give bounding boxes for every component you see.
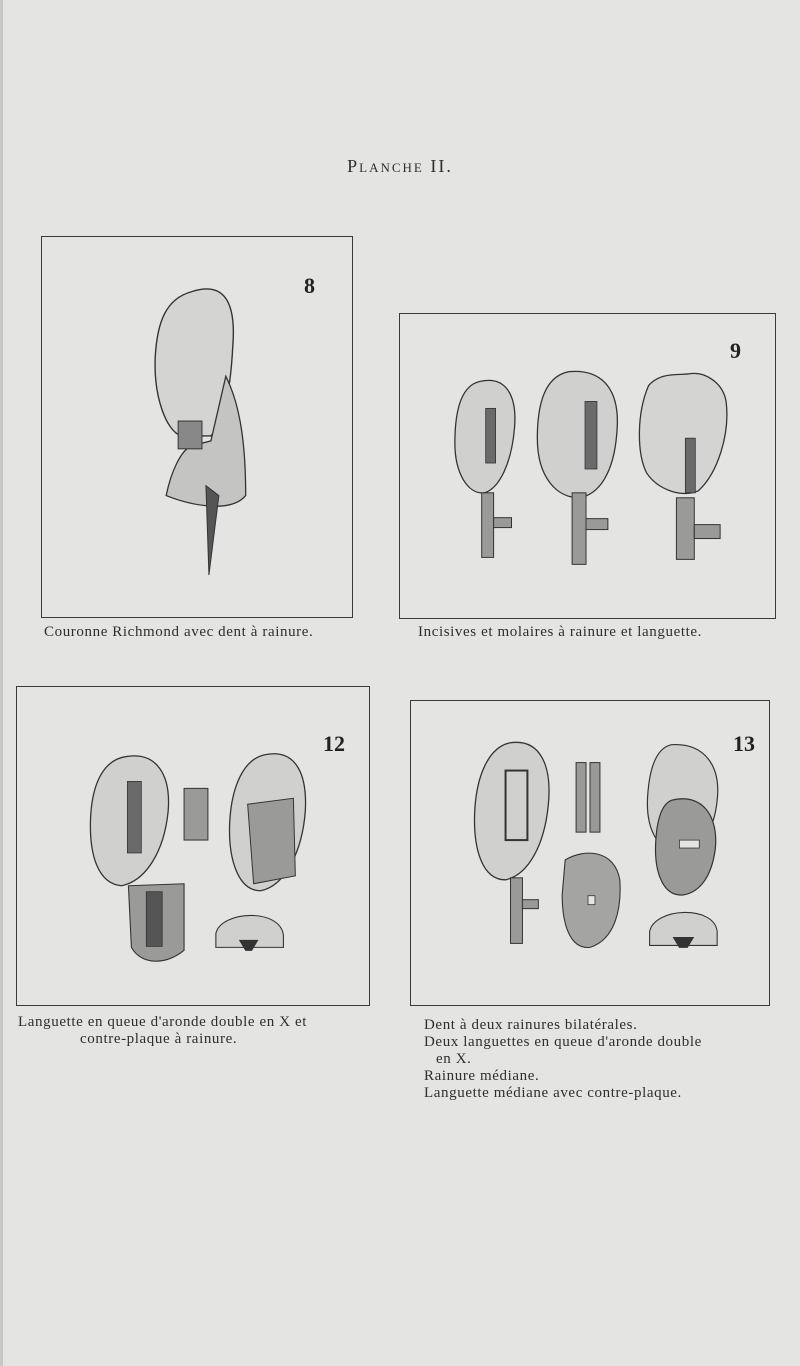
- counter-plate-groove: [146, 892, 162, 947]
- caption-line: en X.: [436, 1051, 472, 1067]
- figure-13-caption: [424, 1017, 702, 1102]
- figure-12-caption: [18, 1014, 307, 1048]
- counter-plate-slot: [588, 896, 595, 905]
- incisor-1-tongue-flange: [494, 518, 512, 528]
- figure-13-illustration: [411, 701, 769, 1005]
- figure-13-panel: [410, 700, 770, 1006]
- page-edge: [0, 0, 3, 1366]
- figure-9-number: 9: [730, 338, 741, 363]
- richmond-crown-pin: [206, 486, 219, 575]
- double-tongue-a: [576, 763, 586, 833]
- double-tongue-b: [590, 763, 600, 833]
- plate-title: Planche II.: [347, 156, 453, 176]
- incisor-1-groove: [486, 408, 496, 463]
- caption-line: Languette médiane avec contre-plaque.: [424, 1085, 682, 1101]
- incisor-2-groove: [585, 401, 597, 469]
- incisor-2: [537, 371, 617, 497]
- figure-12-panel: [16, 686, 370, 1006]
- figure-12-illustration: [17, 687, 369, 1005]
- figure-9-panel: [399, 313, 776, 619]
- counter-plate: [248, 798, 296, 883]
- molar-tongue-flange: [694, 525, 720, 539]
- cross-section-dovetail: [240, 940, 258, 950]
- figure-9-illustration: [400, 314, 775, 618]
- figure-9-caption: [418, 624, 702, 641]
- figure-8-panel: [41, 236, 353, 618]
- figure-13-number: 13: [733, 731, 755, 756]
- tooth-double-groove: [475, 742, 550, 879]
- median-tongue: [511, 878, 523, 944]
- caption-line: contre-plaque à rainure.: [80, 1031, 238, 1047]
- caption-line: Incisives et molaires à rainure et languette.: [418, 624, 702, 640]
- molar-groove: [685, 438, 695, 493]
- dovetail-tongue: [184, 788, 208, 840]
- tooth-left-groove: [127, 781, 141, 853]
- richmond-crown-groove: [178, 421, 202, 449]
- incisor-2-tongue-flange: [586, 519, 608, 530]
- figure-12-number: 12: [323, 731, 345, 756]
- incisor-2-tongue: [572, 493, 586, 565]
- molar: [639, 373, 726, 493]
- figure-8-caption: [44, 624, 313, 641]
- caption-line: Languette en queue d'aronde double en X et: [18, 1014, 308, 1030]
- caption-line: Rainure médiane.: [424, 1068, 540, 1084]
- incisor-1-tongue: [482, 493, 494, 558]
- caption-line: Couronne Richmond avec dent à rainure.: [44, 624, 314, 640]
- caption-line: Deux languettes en queue d'aronde double: [424, 1034, 702, 1050]
- figure-8-illustration: [42, 237, 352, 617]
- incisor-1: [455, 380, 515, 493]
- molar-tongue: [676, 498, 694, 560]
- median-tongue-flange: [522, 900, 538, 909]
- tooth-right-plate-slot: [679, 840, 699, 848]
- caption-line: Dent à deux rainures bilatérales.: [424, 1017, 638, 1033]
- figure-8-number: 8: [304, 273, 315, 298]
